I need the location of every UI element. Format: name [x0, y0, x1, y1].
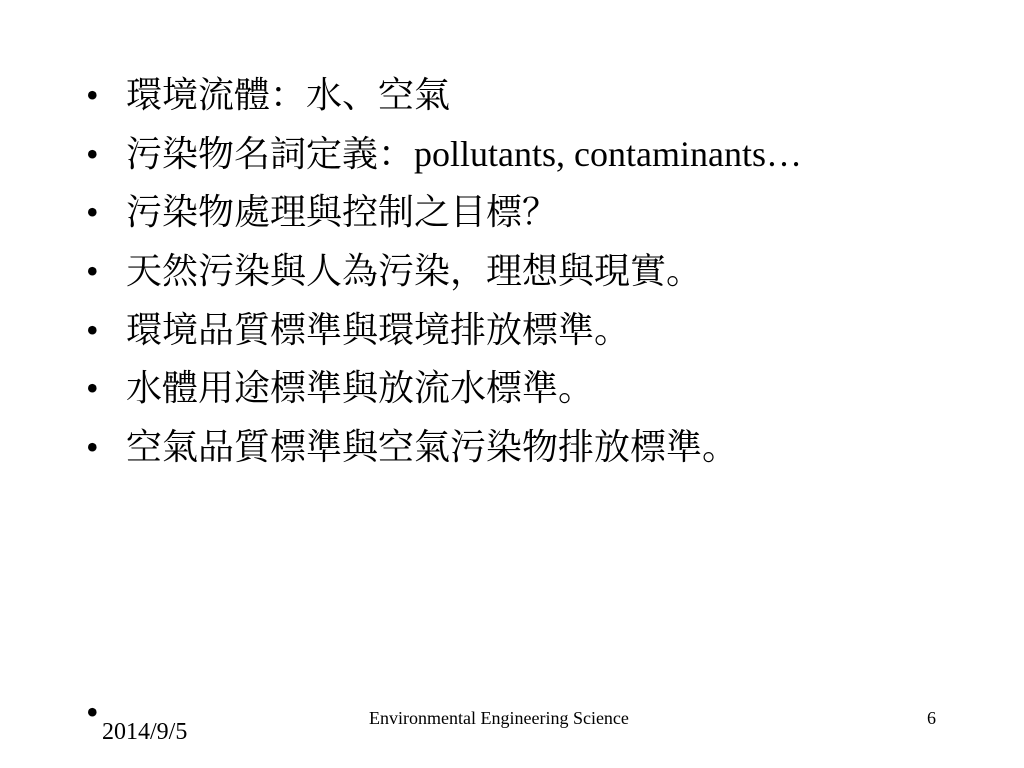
bullet-item [86, 359, 1006, 418]
footer-title: Environmental Engineering Science [369, 708, 629, 728]
bullet-text: 污染物名詞定義：pollutants, contaminants… [126, 133, 802, 174]
bullet-item [86, 301, 1006, 360]
bullet-item [86, 125, 1006, 184]
footer-date: 2014/9/5 [102, 719, 188, 745]
bullet-dot: • [86, 251, 99, 292]
bullet-dot: • [86, 75, 99, 115]
bullet-item [86, 418, 1006, 477]
bullet-dot: • [86, 309, 99, 350]
bullet-dot: • [86, 133, 99, 174]
bullet-text: 空氣品質標準與空氣污染物排放標準。 [126, 427, 739, 468]
bullet-text: 天然污染與人為污染，理想與現實。 [126, 251, 703, 292]
bullet-dot: • [86, 427, 99, 468]
bullet-item [86, 66, 1006, 125]
bullet-item [86, 242, 1006, 301]
bullet-dot: • [86, 368, 99, 409]
bullet-text: 環境品質標準與環境排放標準。 [126, 309, 631, 350]
bullet-text: 水體用途標準與放流水標準。 [126, 368, 595, 409]
bullet-list [86, 66, 1006, 477]
footer-bullet-dot: • [86, 692, 99, 732]
bullet-dot: • [86, 192, 99, 233]
footer-page-number: 6 [927, 708, 936, 728]
bullet-text: 環境流體：水、空氣 [126, 75, 451, 115]
bullet-item [86, 183, 1006, 242]
bullet-text: 污染物處理與控制之目標？ [126, 192, 559, 233]
